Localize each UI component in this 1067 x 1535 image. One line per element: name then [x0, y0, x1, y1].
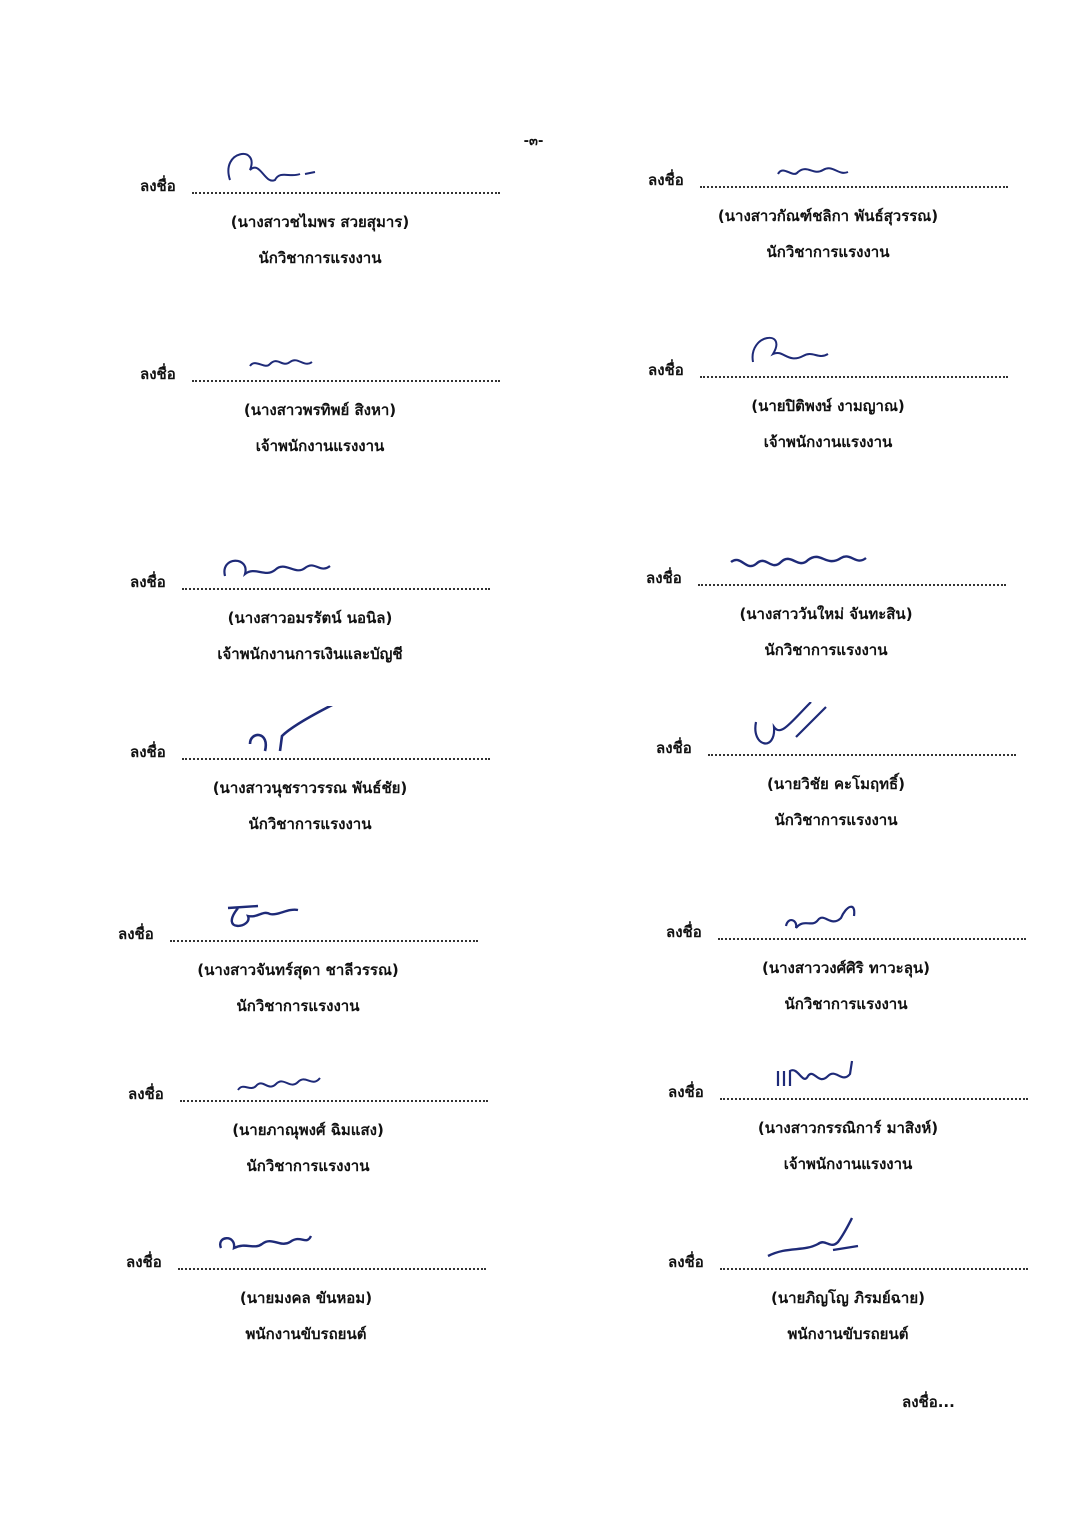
signature-line: [130, 534, 490, 594]
signatory-position: พนักงานขับรถยนต์: [787, 1325, 909, 1343]
signatory-name: (นายวิชัย คะโมฤทธิ์): [767, 775, 905, 793]
signatory-name: (นางสาวชไมพร สวยสุมาร): [230, 213, 410, 231]
signature-block: [128, 1046, 488, 1176]
signature-block: [118, 886, 478, 1016]
handwritten-signature: [726, 532, 926, 588]
signature-block: [666, 884, 1026, 1014]
signature-block: [656, 700, 1016, 830]
signature-line: [118, 886, 478, 946]
signatory-name: (นายภาณุพงศ์ ฉิมแสง): [232, 1121, 384, 1139]
handwritten-signature: [210, 536, 410, 592]
sign-label: ลงชื่อ: [666, 923, 702, 941]
signature-block: [126, 1214, 486, 1344]
continuation-text: ลงชื่อ...: [902, 1393, 955, 1411]
handwritten-signature: [210, 706, 410, 762]
signature-block: [648, 132, 1008, 262]
signature-line: [646, 530, 1006, 590]
signatory-position: นักวิชาการแรงงาน: [764, 641, 888, 659]
signatory-position: นักวิชาการแรงงาน: [766, 243, 890, 261]
signature-line: [140, 326, 500, 386]
signature-block: [140, 326, 500, 456]
signature-line: [140, 138, 500, 198]
handwritten-signature: [220, 328, 420, 384]
signatory-position: เจ้าพนักงานแรงงาน: [763, 433, 893, 451]
signature-block: [646, 530, 1006, 660]
signatory-name: (นางสาววงศ์ศิริ ทาวะลุน): [761, 959, 931, 977]
signature-block: [140, 138, 500, 268]
signatory-name: (นางสาวนุชราวรรณ พันธ์ชัย): [212, 779, 408, 797]
signatory-position: นักวิชาการแรงงาน: [248, 815, 372, 833]
sign-label: ลงชื่อ: [668, 1253, 704, 1271]
sign-label: ลงชื่อ: [648, 171, 684, 189]
signatory-name: (นายมงคล ขันหอม): [239, 1289, 373, 1307]
sign-label: ลงชื่อ: [668, 1083, 704, 1101]
signatory-position: นักวิชาการแรงงาน: [784, 995, 908, 1013]
signature-line: [656, 700, 1016, 760]
signatory-position: นักวิชาการแรงงาน: [246, 1157, 370, 1175]
sign-label: ลงชื่อ: [646, 569, 682, 587]
signatory-name: (นางสาวพรทิพย์ สิงหา): [243, 401, 397, 419]
signature-line: [126, 1214, 486, 1274]
signatory-position: เจ้าพนักงานการเงินและบัญชี: [217, 645, 403, 663]
signatory-position: นักวิชาการแรงงาน: [774, 811, 898, 829]
handwritten-signature: [198, 888, 398, 944]
sign-label: ลงชื่อ: [128, 1085, 164, 1103]
sign-label: ลงชื่อ: [140, 177, 176, 195]
handwritten-signature: [748, 1216, 948, 1272]
handwritten-signature: [728, 134, 928, 190]
signature-line: [668, 1214, 1028, 1274]
sign-label: ลงชื่อ: [126, 1253, 162, 1271]
signatory-name: (นายปิติพงษ์ งามญาณ): [751, 397, 905, 415]
signatory-position: เจ้าพนักงานแรงงาน: [255, 437, 385, 455]
signature-line: [648, 322, 1008, 382]
signature-block: [130, 704, 490, 834]
signatory-name: (นางสาวอมรรัตน์ นอนิล): [227, 609, 393, 627]
signature-block: [668, 1214, 1028, 1344]
sign-label: ลงชื่อ: [648, 361, 684, 379]
signatory-position: นักวิชาการแรงงาน: [258, 249, 382, 267]
signatory-name: (นางสาวจันทร์สุดา ชาลีวรรณ): [197, 961, 399, 979]
signatory-name: (นายภิญโญ ภิรมย์ฉาย): [771, 1289, 925, 1307]
handwritten-signature: [208, 1048, 408, 1104]
signature-line: [648, 132, 1008, 192]
signatory-name: (นางสาวกัณฑ์ชลิกา พันธ์สุวรรณ): [717, 207, 939, 225]
sign-label: ลงชื่อ: [118, 925, 154, 943]
signatory-name: (นางสาววันใหม่ จันทะสิน): [739, 605, 913, 623]
signatory-position: เจ้าพนักงานแรงงาน: [783, 1155, 913, 1173]
signatory-name: (นางสาวกรรณิการ์ มาสิงห์): [757, 1119, 939, 1137]
signature-block: [668, 1044, 1028, 1174]
signature-line: [130, 704, 490, 764]
sign-label: ลงชื่อ: [130, 743, 166, 761]
handwritten-signature: [748, 1046, 948, 1102]
sign-label: ลงชื่อ: [130, 573, 166, 591]
signature-block: [130, 534, 490, 664]
handwritten-signature: [746, 886, 946, 942]
signature-block: [648, 322, 1008, 452]
handwritten-signature: [728, 324, 928, 380]
sign-label: ลงชื่อ: [140, 365, 176, 383]
handwritten-signature: [220, 140, 420, 196]
sign-label: ลงชื่อ: [656, 739, 692, 757]
signature-line: [128, 1046, 488, 1106]
page-number: -๓-: [523, 134, 544, 149]
handwritten-signature: [736, 702, 936, 758]
handwritten-signature: [206, 1216, 406, 1272]
signatory-position: พนักงานขับรถยนต์: [245, 1325, 367, 1343]
signature-line: [668, 1044, 1028, 1104]
signatory-position: นักวิชาการแรงงาน: [236, 997, 360, 1015]
signature-line: [666, 884, 1026, 944]
